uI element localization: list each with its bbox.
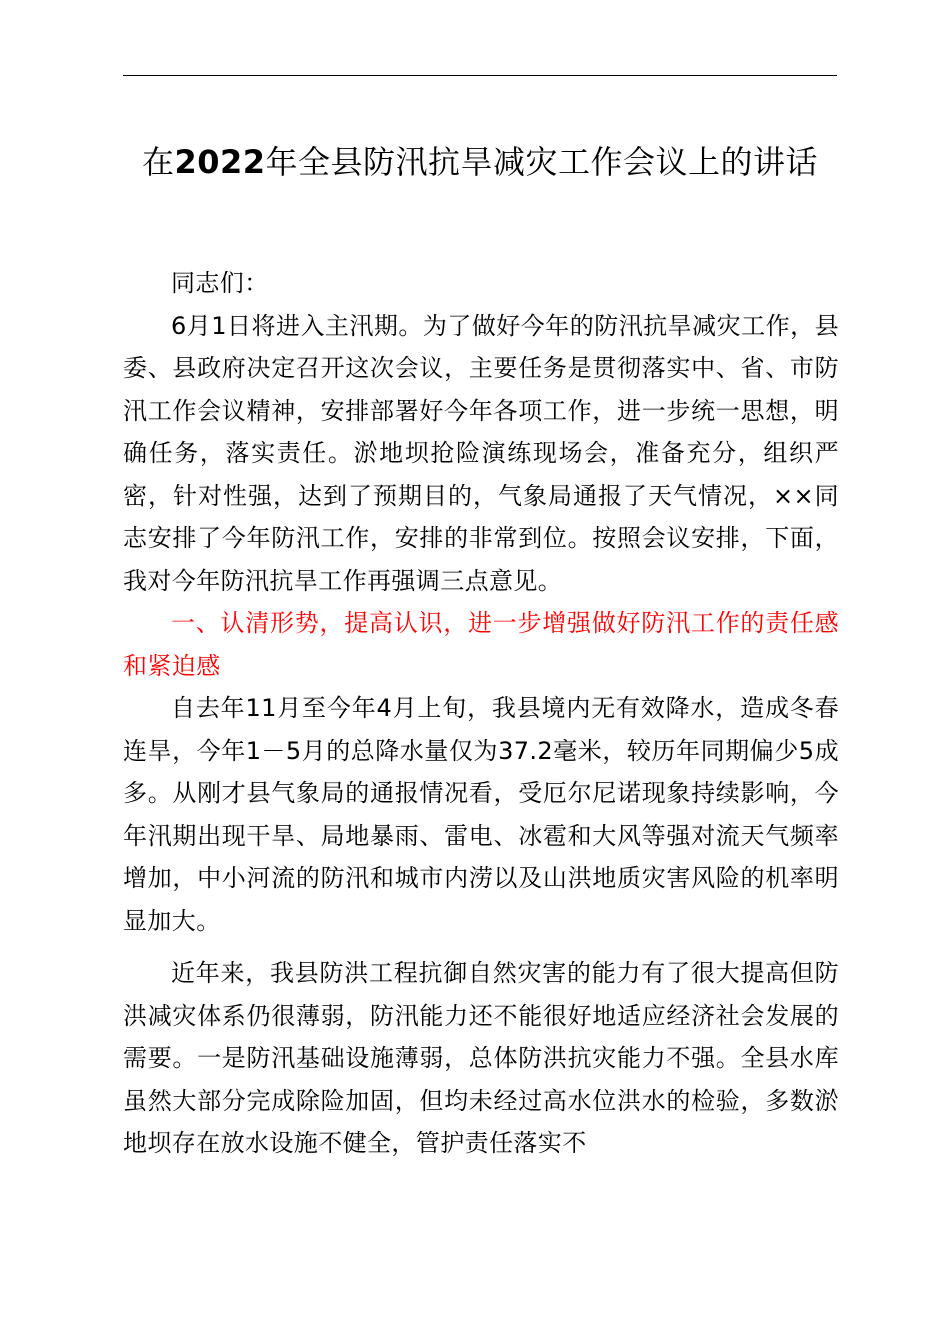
title-year: 2022	[174, 143, 266, 181]
salutation: 同志们：	[171, 269, 269, 297]
body-paragraph: 自去年11月至今年4月上旬，我县境内无有效降水，造成冬春连旱，今年1－5月的总降水量仅为37.2毫米，较历年同期偏少5成多。从刚才县气象局的通报情况看，受厄尔尼诺现象持续影响，今年汛期出现干旱、局地暴雨、雷电、冰雹和大风等强对流天气频率增加，中小河流的防汛和城市内涝以及山洪地质灾害风险的机率明显加大。	[123, 694, 839, 935]
title-suffix: 年全县防汛抗旱减灾工作会议上的讲话	[265, 143, 819, 181]
title-prefix: 在	[141, 143, 175, 181]
document-title	[118, 138, 842, 186]
body-paragraph: 近年来，我县防洪工程抗御自然灾害的能力有了很大提高但防洪减灾体系仍很薄弱，防汛能力还不能很好地适应经济社会发展的需要。一是防汛基础设施薄弱，总体防洪抗灾能力不强。全县水库虽然大部分完成除险加固，但均未经过高水位洪水的检验，多数淤地坝存在放水设施不健全，管护责任落实不	[123, 959, 839, 1157]
section-heading: 一、认清形势，提高认识，进一步增强做好防汛工作的责任感和紧迫感	[123, 609, 839, 680]
document-body	[123, 262, 839, 1165]
header-rule	[123, 75, 837, 76]
opening-paragraph: 6月1日将进入主汛期。为了做好今年的防汛抗旱减灾工作，县委、县政府决定召开这次会议，主要任务是贯彻落实中、省、市防汛工作会议精神，安排部署好今年各项工作，进一步统一思想，明确任务，落实责任。淤地坝抢险演练现场会，准备充分，组织严密，针对性强，达到了预期目的，气象局通报了天气情况，××同志安排了今年防汛工作，安排的非常到位。按照会议安排，下面，我对今年防汛抗旱工作再强调三点意见。	[123, 311, 839, 595]
